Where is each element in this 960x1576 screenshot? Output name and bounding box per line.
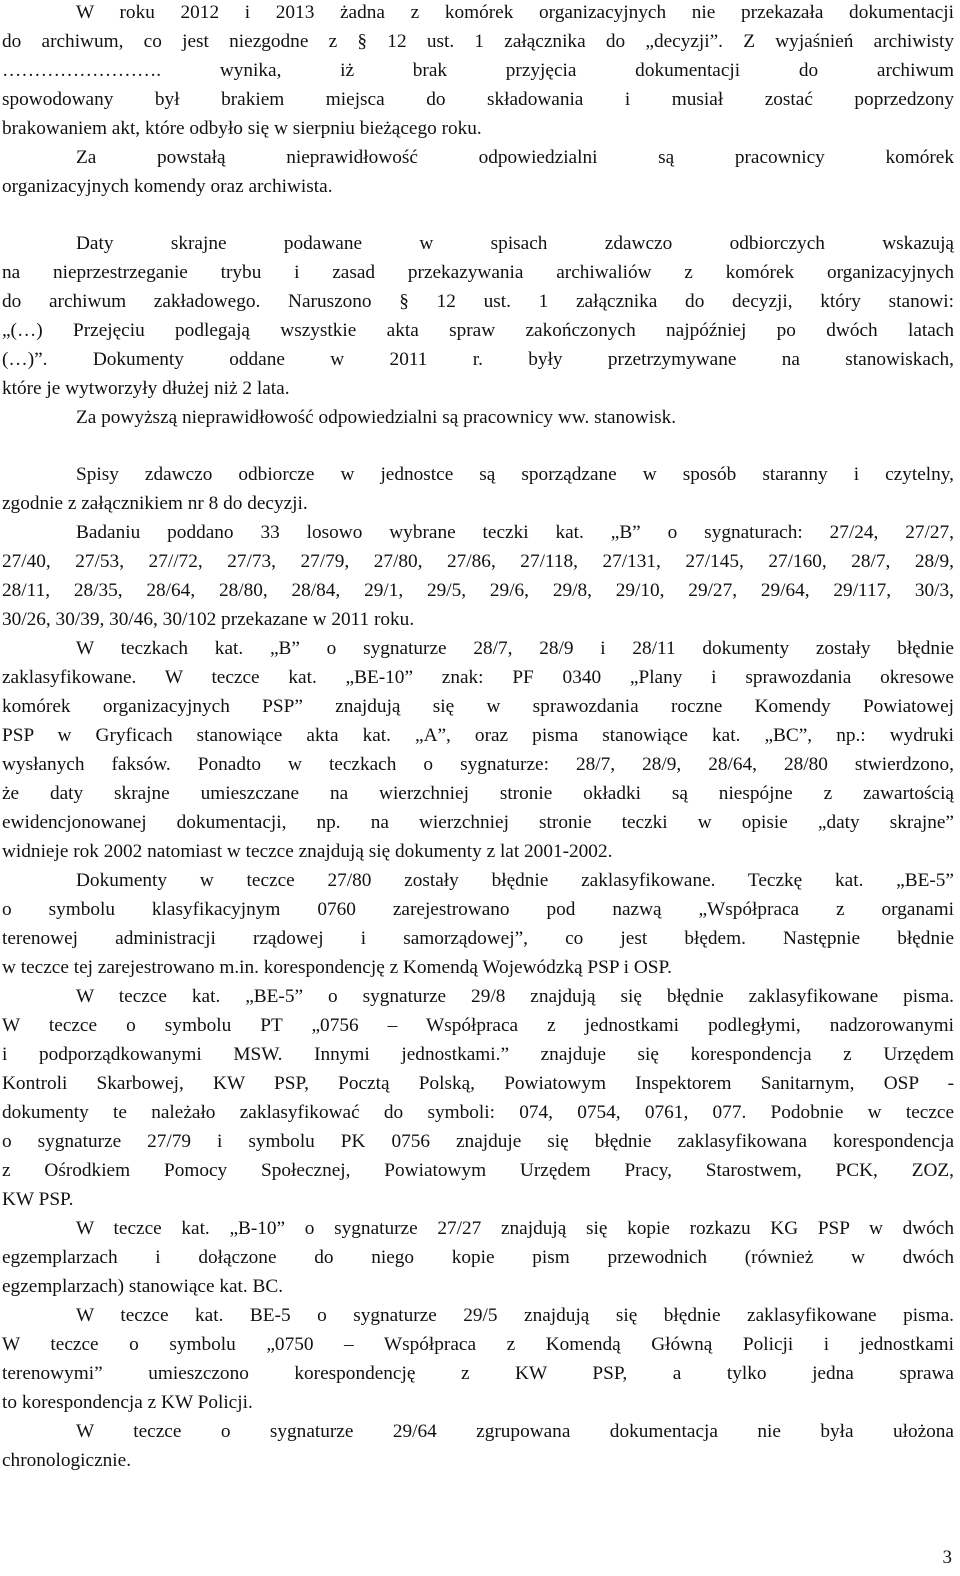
text-line: widnieje rok 2002 natomiast w teczce znajdują się dokumenty z lat 2001-2002. bbox=[2, 841, 613, 862]
text-line: W teczce kat. BE-5 o sygnaturze 29/5 znajdują się błędnie zaklasyfikowane pisma. bbox=[76, 1305, 954, 1326]
text-line: na nieprzestrzeganie trybu i zasad przekazywania archiwaliów z komórek organizacyjnych bbox=[2, 262, 954, 283]
text-line: Daty skrajne podawane w spisach zdawczo odbiorczych wskazują bbox=[76, 233, 954, 254]
paragraph bbox=[2, 460, 954, 518]
text-line: 28/11, 28/35, 28/64, 28/80, 28/84, 29/1, 29/5, 29/6, 29/8, 29/10, 29/27, 29/64, 29/117, 30/3, bbox=[2, 580, 954, 601]
text-line: zaklasyfikowane. W teczce kat. „BE-10” znak: PF 0340 „Plany i sprawozdania okresowe bbox=[2, 667, 954, 688]
text-line: Kontroli Skarbowej, KW PSP, Pocztą Polską, Powiatowym Inspektorem Sanitarnym, OSP - bbox=[2, 1073, 954, 1094]
text-line: 27/40, 27/53, 27//72, 27/73, 27/79, 27/80, 27/86, 27/118, 27/131, 27/145, 27/160, 28/7, 28/9, bbox=[2, 551, 954, 572]
text-line: do archiwum, co jest niezgodne z § 12 ust. 1 załącznika do „decyzji”. Z wyjaśnień archiwisty bbox=[2, 31, 954, 52]
text-line: chronologicznie. bbox=[2, 1450, 132, 1471]
text-line: Badaniu poddano 33 losowo wybrane teczki kat. „B” o sygnaturach: 27/24, 27/27, bbox=[76, 522, 954, 543]
text-line: dokumenty te należało zaklasyfikować do symboli: 074, 0754, 0761, 077. Podobnie w teczce bbox=[2, 1102, 954, 1123]
text-line: Za powyższą nieprawidłowość odpowiedzialni są pracownicy ww. stanowisk. bbox=[76, 407, 677, 428]
text-line: W teczce kat. „B-10” o sygnaturze 27/27 znajdują się kopie rozkazu KG PSP w dwóch bbox=[76, 1218, 954, 1239]
text-line: wysłanych faksów. Ponadto w teczkach o sygnaturze: 28/7, 28/9, 28/64, 28/80 stwierdzono, bbox=[2, 754, 954, 775]
paragraph bbox=[2, 1301, 954, 1417]
paragraph bbox=[2, 634, 954, 866]
text-line: ewidencjonowanej dokumentacji, np. na wierzchniej stronie teczki w opisie „daty skrajne” bbox=[2, 812, 954, 833]
text-line: organizacyjnych komendy oraz archiwista. bbox=[2, 176, 333, 197]
text-line: z Ośrodkiem Pomocy Społecznej, Powiatowym Urzędem Pracy, Starostwem, PCK, ZOZ, bbox=[2, 1160, 954, 1181]
paragraph bbox=[2, 143, 954, 201]
text-line: 30/26, 30/39, 30/46, 30/102 przekazane w 2011 roku. bbox=[2, 609, 415, 630]
text-line: które je wytworzyły dłużej niż 2 lata. bbox=[2, 378, 290, 399]
text-line: i podporządkowanymi MSW. Innymi jednostkami.” znajduje się korespondencja z Urzędem bbox=[2, 1044, 954, 1065]
text-line: W roku 2012 i 2013 żadna z komórek organizacyjnych nie przekazała dokumentacji bbox=[76, 2, 954, 23]
text-line: terenowymi” umieszczono korespondencję z KW PSP, a tylko jedna sprawa bbox=[2, 1363, 954, 1384]
paragraph bbox=[2, 403, 954, 432]
paragraph bbox=[2, 1214, 954, 1301]
text-line: spowodowany był brakiem miejsca do składowania i musiał zostać poprzedzony bbox=[2, 89, 954, 110]
text-line: terenowej administracji rządowej i samorządowej”, co jest błędem. Następnie błędnie bbox=[2, 928, 954, 949]
text-line: że daty skrajne umieszczane na wierzchniej stronie okładki są niespójne z zawartością bbox=[2, 783, 954, 804]
paragraph bbox=[2, 1417, 954, 1475]
text-line: o symbolu klasyfikacyjnym 0760 zarejestrowano pod nazwą „Współpraca z organami bbox=[2, 899, 954, 920]
paragraph bbox=[2, 982, 954, 1214]
text-line: egzemplarzach) stanowiące kat. BC. bbox=[2, 1276, 284, 1297]
text-line: w teczce tej zarejestrowano m.in. korespondencję z Komendą Wojewódzką PSP i OSP. bbox=[2, 957, 672, 978]
text-line: W teczce o symbolu PT „0756 – Współpraca z jednostkami podległymi, nadzorowanymi bbox=[2, 1015, 954, 1036]
text-line: (…)”. Dokumenty oddane w 2011 r. były przetrzymywane na stanowiskach, bbox=[2, 349, 954, 370]
text-line: Spisy zdawczo odbiorcze w jednostce są sporządzane w sposób staranny i czytelny, bbox=[76, 464, 954, 485]
text-line: W teczkach kat. „B” o sygnaturze 28/7, 28/9 i 28/11 dokumenty zostały błędnie bbox=[76, 638, 954, 659]
text-line: W teczce kat. „BE-5” o sygnaturze 29/8 znajdują się błędnie zaklasyfikowane pisma. bbox=[76, 986, 954, 1007]
text-line: o sygnaturze 27/79 i symbolu PK 0756 znajduje się błędnie zaklasyfikowana korespondencja bbox=[2, 1131, 954, 1152]
text-line: KW PSP. bbox=[2, 1189, 74, 1210]
text-line: zgodnie z załącznikiem nr 8 do decyzji. bbox=[2, 493, 308, 514]
text-line: W teczce o sygnaturze 29/64 zgrupowana dokumentacja nie była ułożona bbox=[76, 1421, 954, 1442]
paragraph bbox=[2, 229, 954, 403]
text-line: to korespondencja z KW Policji. bbox=[2, 1392, 253, 1413]
text-line: brakowaniem akt, które odbyło się w sierpniu bieżącego roku. bbox=[2, 118, 482, 139]
text-line: W teczce o symbolu „0750 – Współpraca z Komendą Główną Policji i jednostkami bbox=[2, 1334, 954, 1355]
text-line: komórek organizacyjnych PSP” znajdują się w sprawozdania roczne Komendy Powiatowej bbox=[2, 696, 954, 717]
text-line: Dokumenty w teczce 27/80 zostały błędnie zaklasyfikowane. Teczkę kat. „BE-5” bbox=[76, 870, 954, 891]
text-line: PSP w Gryficach stanowiące akta kat. „A”, oraz pisma stanowiące kat. „BC”, np.: wydruki bbox=[2, 725, 954, 746]
paragraph bbox=[2, 866, 954, 982]
page-number: 3 bbox=[942, 1547, 952, 1568]
text-line: Za powstałą nieprawidłowość odpowiedzialni są pracownicy komórek bbox=[76, 147, 954, 168]
text-line: „(…) Przejęciu podlegają wszystkie akta spraw zakończonych najpóźniej po dwóch latach bbox=[2, 320, 954, 341]
text-line: egzemplarzach i dołączone do niego kopie pism przewodnich (również w dwóch bbox=[2, 1247, 954, 1268]
paragraph bbox=[2, 518, 954, 634]
text-line: do archiwum zakładowego. Naruszono § 12 ust. 1 załącznika do decyzji, który stanowi: bbox=[2, 291, 954, 312]
text-line: ……………………. wynika, iż brak przyjęcia dokumentacji do archiwum bbox=[2, 60, 954, 81]
paragraph bbox=[2, 0, 954, 143]
